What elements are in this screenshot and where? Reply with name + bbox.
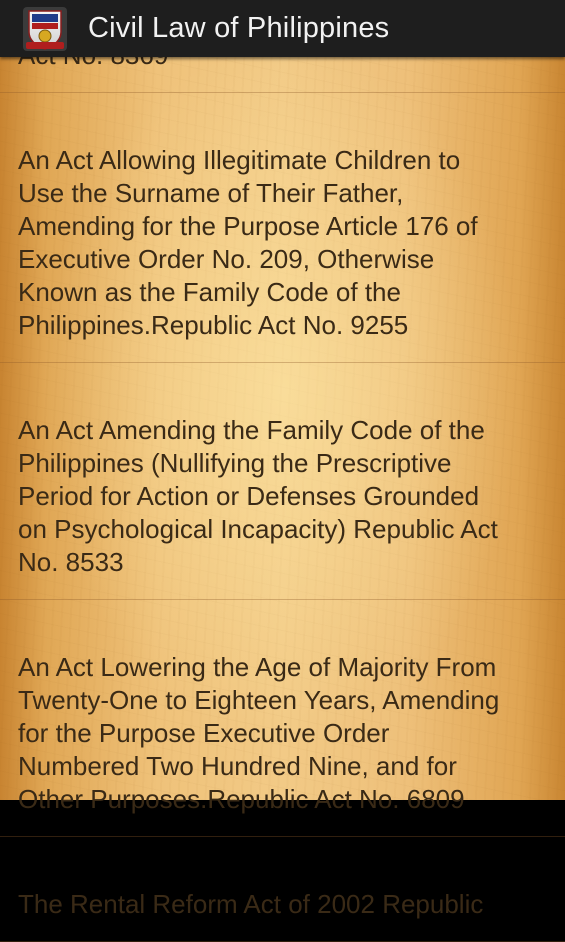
list-item-text: An Act Allowing Illegitimate Children to Use the Surname of Their Father, Amending for the Purpose Article 176 of Executive Order No. 209, Otherwise Known as the Family Code of the Philippines.Republic Act No. 9255 — [18, 145, 478, 340]
list-item-text: The Rental Reform Act of 2002 Republic — [18, 889, 484, 919]
list-item-text: An Act Amending the Family Code of the Philippines (Nullifying the Prescriptive Period for Action or Defenses Grounded on Psychological Incapacity) Republic Act No. 8533 — [18, 415, 498, 577]
list-item[interactable] — [0, 600, 565, 837]
app-title: Civil Law of Philippines — [88, 12, 390, 44]
list-item-text: An Act Lowering the Age of Majority From Twenty-One to Eighteen Years, Amending for the Purpose Executive Order Numbered Two Hundred Nine, and for Other Purposes.Republic Act No. 6809 — [18, 652, 500, 814]
law-list-view[interactable] — [0, 57, 565, 919]
list-item[interactable] — [0, 93, 565, 363]
list-item[interactable] — [0, 837, 565, 942]
seal-logo-icon[interactable] — [22, 6, 68, 52]
law-list — [0, 37, 565, 942]
list-item[interactable] — [0, 363, 565, 600]
action-bar — [0, 0, 565, 57]
